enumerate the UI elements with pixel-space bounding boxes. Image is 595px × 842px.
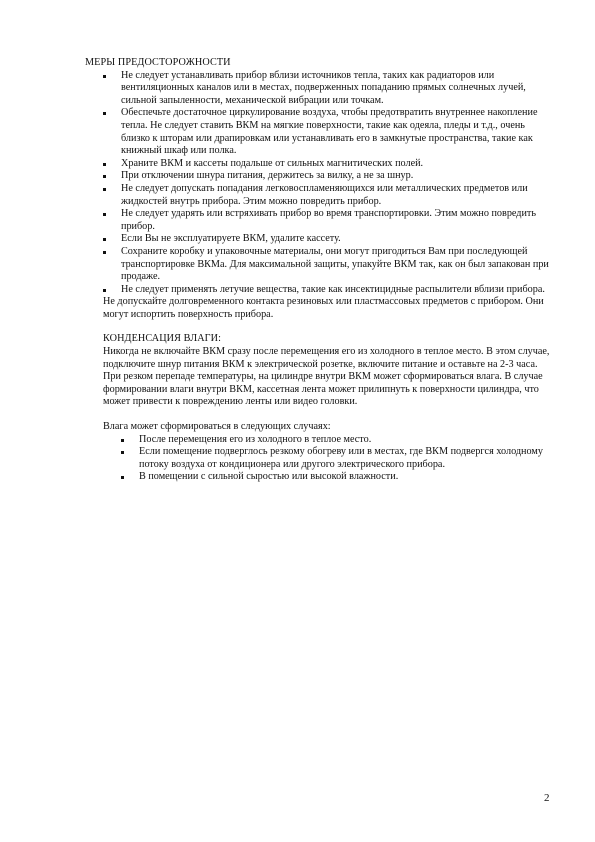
moisture-case-item: Если помещение подверглось резкому обогреву или в местах, где ВКМ подвергся холодному потоку воздуха от кондиционера или другого электрического прибора. [85,446,555,471]
precaution-item: Не следует устанавливать прибор вблизи источников тепла, таких как радиаторов или вентиляционных каналов или в местах, подверженных попаданию прямых солнечных лучей, сильной запыленности, механической вибрации или точкам. [85,70,555,108]
precaution-item: При отключении шнура питания, держитесь за вилку, а не за шнур. [85,170,555,183]
precaution-item: Не следует ударять или встряхивать прибор во время транспортировки. Этим можно повредить прибор. [85,208,555,233]
condensation-paragraph: Никогда не включайте ВКМ сразу после перемещения его из холодного в теплое место. В этом случае, подключите шнур питания ВКМ к электрической розетке, включите питание и оставьте на 2-3 часа. При резком перепаде температуры, на цилиндре внутри ВКМ может сформироваться влага. В случае формировании влаги внутри ВКМ, кассетная лента может прилипнуть к поверхности цилиндра, что может привести к повреждению ленты или видео головки. [103,346,550,408]
precaution-item: Не следует допускать попадания легковоспламеняющихся или металлических предметов или жидкостей внутрь прибора. Этим можно повредить прибор. [85,183,555,208]
moisture-cases-intro: Влага может сформироваться в следующих случаях: [103,421,331,433]
page-number: 2 [544,792,550,804]
moisture-case-item: В помещении с сильной сыростью или высокой влажности. [85,471,555,484]
precautions-heading: МЕРЫ ПРЕДОСТОРОЖНОСТИ [85,57,231,68]
moisture-case-item: После перемещения его из холодного в теплое место. [85,434,555,447]
precautions-section [85,57,555,321]
page-body [85,57,555,484]
precaution-item: Сохраните коробку и упаковочные материалы, они могут пригодиться Вам при последующей транспортировке ВКМа. Для максимальной защиты, упакуйте ВКМ так, как он был запакован при продаже. [85,246,555,284]
precaution-item: Не следует применять летучие вещества, такие как инсектицидные распылители вблизи прибора. [85,284,555,297]
condensation-heading: КОНДЕНСАЦИЯ ВЛАГИ: [103,333,222,345]
condensation-section [85,333,555,409]
precautions-list [85,70,555,297]
precaution-item: Если Вы не эксплуатируете ВКМ, удалите кассету. [85,233,555,246]
precaution-item: Обеспечьте достаточное циркулирование воздуха, чтобы предотвратить внутреннее накопление тепла. Не следует ставить ВКМ на мягкие поверхности, такие как одеяла, пледы и т.д., очень близко к шторам или драпировкам или устанавливать его в замкнутые пространства, такие как книжный шкаф или полка. [85,107,555,157]
moisture-cases-section [85,421,555,484]
precautions-closing-paragraph: Не допускайте долговременного контакта резиновых или пластмассовых предметов с прибором. Они могут испортить поверхность прибора. [103,296,544,320]
moisture-cases-list [85,434,555,484]
precaution-item: Храните ВКМ и кассеты подальше от сильных магнитических полей. [85,158,555,171]
